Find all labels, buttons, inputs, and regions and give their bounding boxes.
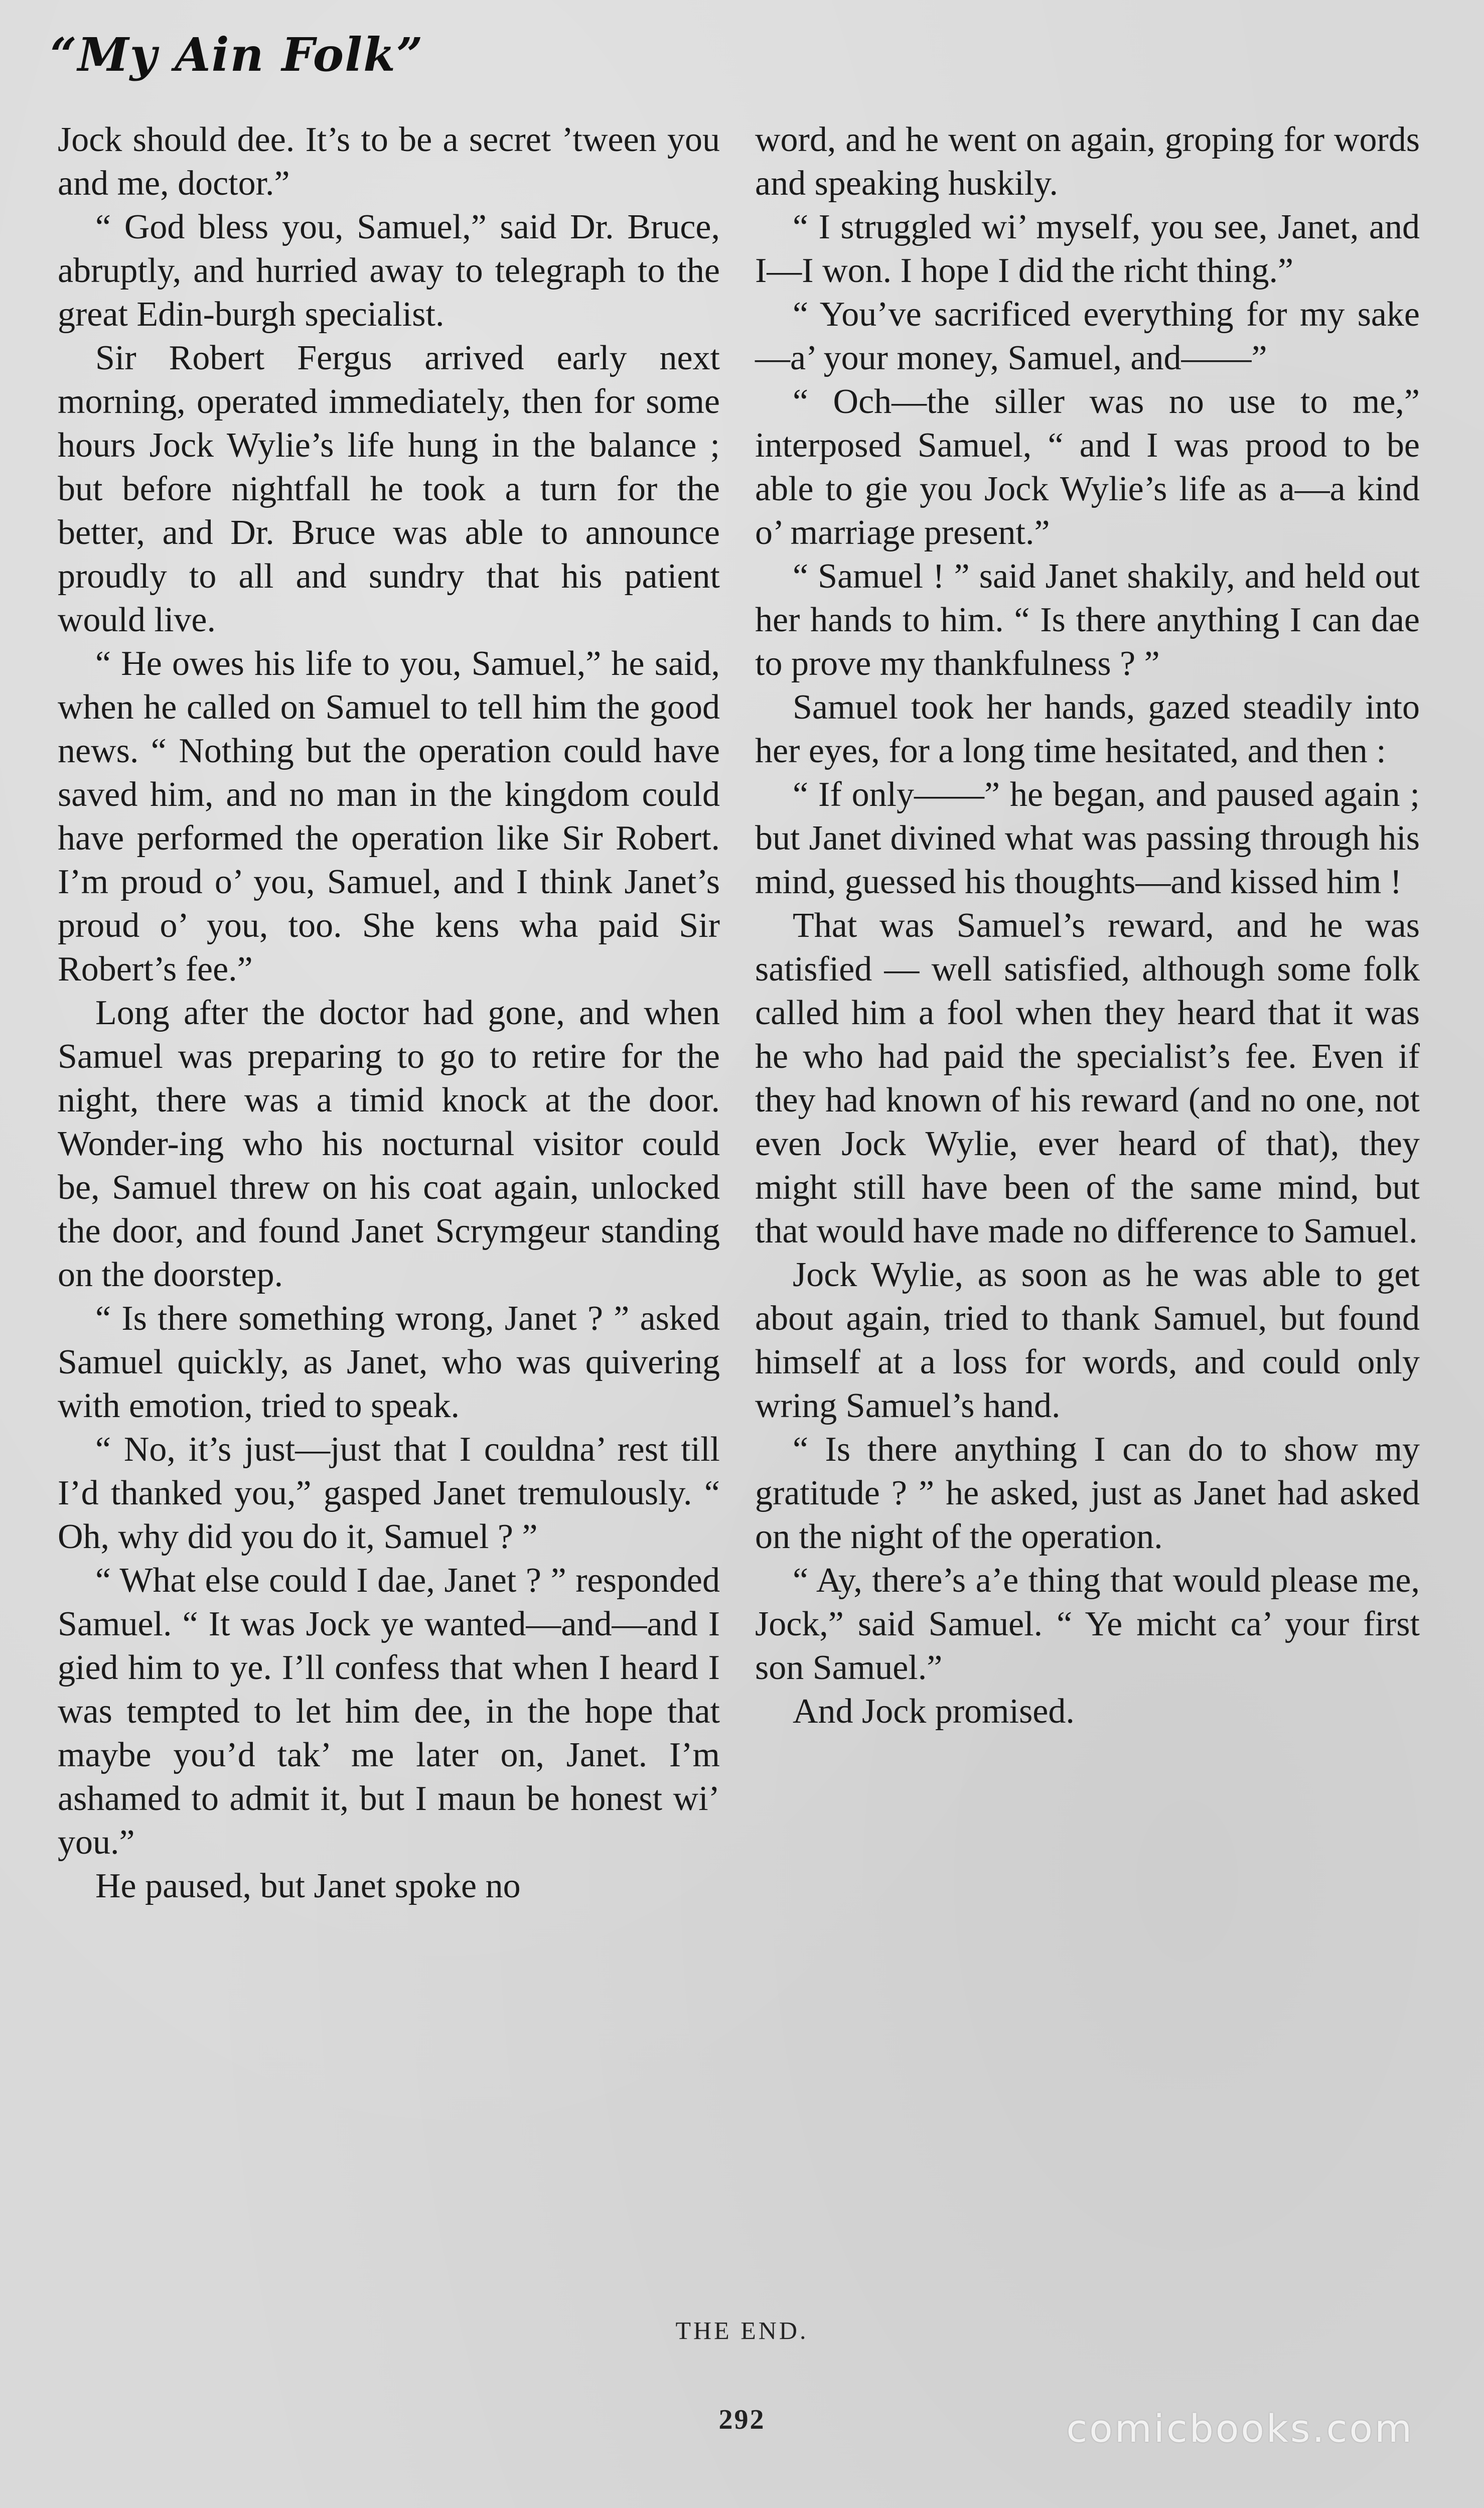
paragraph: Jock should dee. It’s to be a secret ’tween you and me, doctor.”	[58, 120, 720, 203]
running-head: “My Ain Folk”	[50, 28, 424, 82]
paragraph: “ God bless you, Samuel,” said Dr. Bruce, abruptly, and hurried away to telegraph to the great Edin-burgh specialist.	[58, 208, 720, 334]
left-column	[58, 118, 720, 1908]
paragraph: “ Och—the siller was no use to me,” interposed Samuel, “ and I was prood to be able to gie you Jock Wylie’s life as a—a kind o’ marriage present.”	[755, 382, 1420, 552]
paragraph: And Jock promised.	[793, 1692, 1075, 1731]
paragraph: “ Samuel ! ” said Janet shakily, and held out her hands to him. “ Is there anything I can dae to prove my thankfulness ? ”	[755, 557, 1420, 683]
paragraph: “ I struggled wi’ myself, you see, Janet, and I—I won. I hope I did the richt thing.”	[755, 208, 1420, 290]
paragraph: Sir Robert Fergus arrived early next morning, operated immediately, then for some hours Jock Wylie’s life hung in the balance ; but before nightfall he took a turn for the better, and Dr. Bruce was able to announce proudly to all and sundry that his patient would live.	[58, 339, 720, 639]
paragraph: That was Samuel’s reward, and he was satisfied — well satisfied, although some folk called him a fool when they heard that it was he who had paid the specialist’s fee. Even if they had known of his reward (and no one, not even Jock Wylie, ever heard of that), they might still have been of the same mind, but that would have made no difference to Samuel.	[755, 906, 1420, 1250]
paragraph: “ He owes his life to you, Samuel,” he said, when he called on Samuel to tell him the good news. “ Nothing but the operation could have saved him, and no man in the kingdom could have performed the operation like Sir Robert. I’m proud o’ you, Samuel, and I think Janet’s proud o’ you, too. She kens wha paid Sir Robert’s fee.”	[58, 644, 720, 989]
paragraph: “ Is there something wrong, Janet ? ” asked Samuel quickly, as Janet, who was quivering with emotion, tried to speak.	[58, 1299, 720, 1425]
paragraph: He paused, but Janet spoke no	[95, 1867, 521, 1905]
paragraph: Long after the doctor had gone, and when Samuel was preparing to go to retire for the night, there was a timid knock at the door. Wonder-ing who his nocturnal visitor could be, Samuel threw on his coat again, unlocked the door, and found Janet Scrymgeur standing on the doorstep.	[58, 994, 720, 1294]
paragraph: “ What else could I dae, Janet ? ” responded Samuel. “ It was Jock ye wanted—and—and I gied him to ye. I’ll confess that when I heard I was tempted to let him dee, in the hope that maybe you’d tak’ me later on, Janet. I’m ashamed to admit it, but I maun be honest wi’ you.”	[58, 1561, 720, 1862]
paragraph: “ You’ve sacrificed everything for my sake—a’ your money, Samuel, and——”	[755, 295, 1420, 377]
paragraph: “ Is there anything I can do to show my gratitude ? ” he asked, just as Janet had asked on the night of the operation.	[755, 1430, 1420, 1556]
paragraph: Samuel took her hands, gazed steadily into her eyes, for a long time hesitated, and then :	[755, 688, 1420, 770]
paragraph: “ Ay, there’s a’e thing that would please me, Jock,” said Samuel. “ Ye micht ca’ your first son Samuel.”	[755, 1561, 1420, 1687]
watermark: comicbooks.com	[1066, 2406, 1414, 2451]
paragraph: “ No, it’s just—just that I couldna’ rest till I’d thanked you,” gasped Janet tremulously. “ Oh, why did you do it, Samuel ? ”	[58, 1430, 720, 1556]
the-end-label: THE END.	[675, 2316, 809, 2344]
paragraph: “ If only——” he began, and paused again ; but Janet divined what was passing through his mind, guessed his thoughts—and kissed him !	[755, 775, 1420, 901]
paragraph: Jock Wylie, as soon as he was able to get about again, tried to thank Samuel, but found himself at a loss for words, and could only wring Samuel’s hand.	[755, 1256, 1420, 1425]
paragraph: word, and he went on again, groping for words and speaking huskily.	[755, 120, 1420, 203]
right-column	[755, 118, 1420, 1733]
page-number: 292	[718, 2404, 766, 2435]
